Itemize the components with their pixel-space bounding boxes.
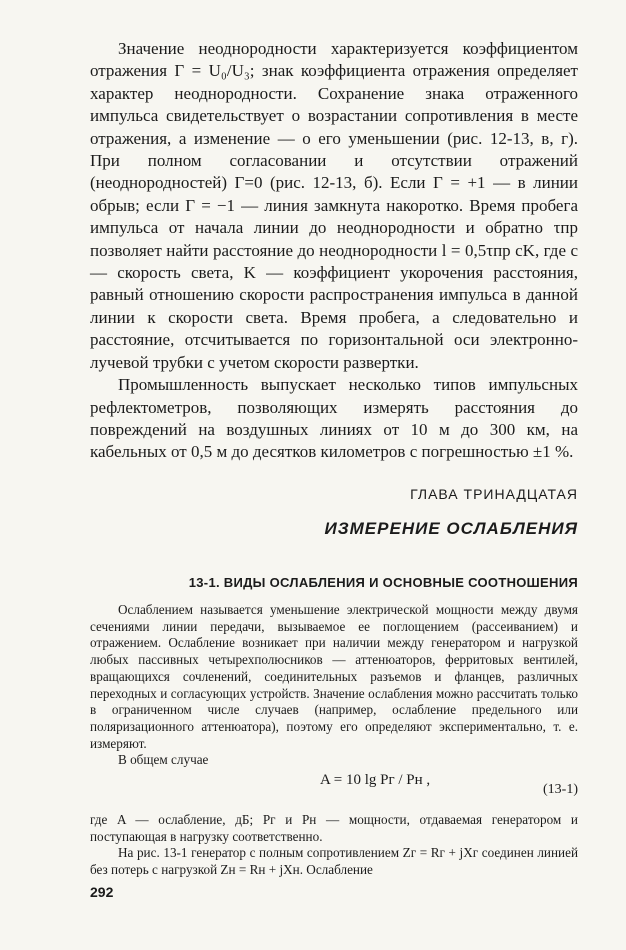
definition-block xyxy=(90,602,578,769)
chapter-title: ИЗМЕРЕНИЕ ОСЛАБЛЕНИЯ xyxy=(324,519,578,538)
paragraph-reflectometers: Промышленность выпускает несколько типов импульсных рефлектометров, позволяющих измерять расстояния до повреждений на воздушных линиях от 10 м до 300 км, на кабельных от 0,5 м до десятков километров с погрешностью ±1 %. xyxy=(90,375,578,462)
paragraph-definition: Ослаблением называется уменьшение электрической мощности между двумя сечениями линии передачи, вызываемое ее поглощением (рассеиванием) и отражением. Ослабление возникает при наличии между генератором и нагрузкой любых пассивных четырехполюсников — аттенюаторов, ферритовых вентилей, вращающихся сочленений, соединительных разъемов и фланцев, различных переходных и согласующих устройств. Значение ослабления можно рассчитать только в ограниченном числе случаев (например, ослабление предельного или поляризационного аттенюатора), поэтому его определяют экспериментально, т. е. измеряют. xyxy=(90,602,578,751)
section-title: 13-1. ВИДЫ ОСЛАБЛЕНИЯ И ОСНОВНЫЕ СООТНОШЕНИЯ xyxy=(188,575,578,590)
paragraph-general: В общем случае xyxy=(118,752,209,768)
paragraph-where: где A — ослабление, дБ; Pг и Pн — мощности, отдаваемая генератором и поступающая в нагрузку соответственно. xyxy=(90,812,578,844)
formula-number: (13-1) xyxy=(543,782,578,797)
paragraph-figure: На рис. 13-1 генератор с полным сопротивлением Zг = Rг + jXг соединен линией без потерь с нагрузкой Zн = Rн + jXн. Ослабление xyxy=(90,845,578,878)
chapter-label: ГЛАВА ТРИНАДЦАТАЯ xyxy=(410,486,578,502)
formula-expression: A = 10 lg Pг / Pн , xyxy=(320,772,431,788)
page-number: 292 xyxy=(90,884,114,900)
formula-13-1 xyxy=(90,768,578,808)
bottom-text-block xyxy=(90,812,578,879)
paragraph-reflection: Значение неоднородности характеризуется коэффициентом отражения Г = U₀/U₃; знак коэффициента отражения определяет характер неоднородности. Сохранение знака отраженного импульса свидетельствует о возрастании сопротивления в месте отражения, а изменение — о его уменьшении (рис. 12-13, в, г). При полном согласовании и отсутствии отражений (неоднородностей) Г=0 (рис. 12-13, б). Если Г = +1 — в линии обрыв; если Г = −1 — линия замкнута накоротко. Время пробега импульса от начала линии до неоднородности и обратно τпр позволяет найти расстояние до неоднородности l = 0,5τпр cK, где c — скорость света, K — коэффициент укорочения расстояния, равный отношению скорости распространения импульса в данной линии к скорости света. Время пробега, а следовательно и расстояние, отсчитывается по горизонтальной оси электронно-лучевой трубки с учетом скорости развертки. xyxy=(90,39,578,372)
top-text-block xyxy=(90,38,578,464)
